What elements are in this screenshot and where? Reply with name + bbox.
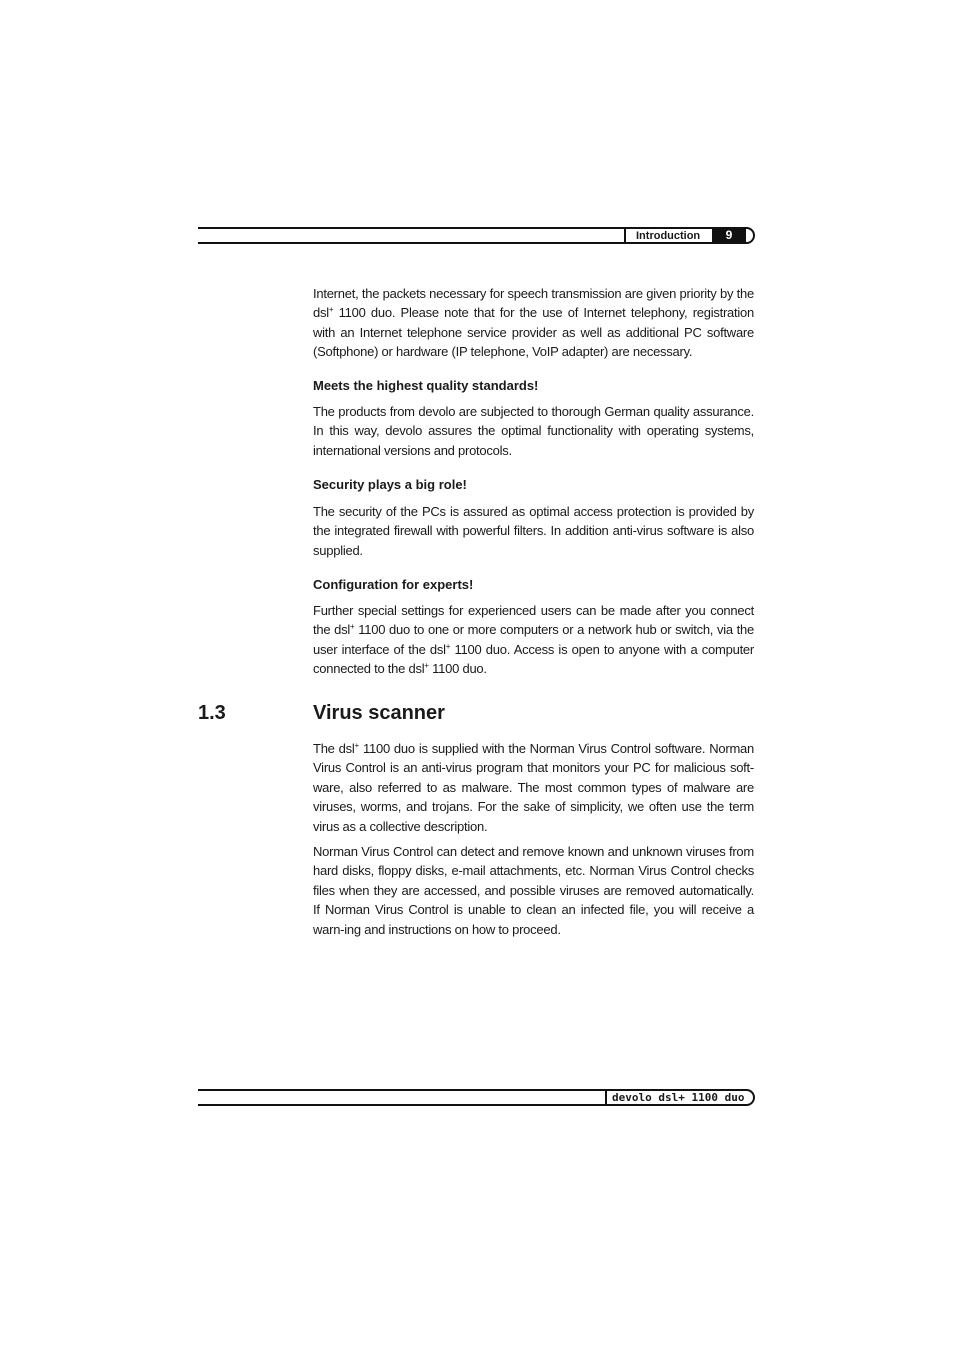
virus-sup: + [354,741,359,750]
section-number: 1.3 [198,702,226,724]
footer-end-cap [744,1089,755,1106]
security-block [313,476,754,494]
quality-body [313,402,754,460]
config-text-1: Further special settings for experienced users can be made after you connect the [313,603,754,638]
footer-separator [605,1089,607,1106]
config-sup-1: + [350,622,355,632]
config-body [313,601,754,679]
config-heading: Configuration for experts! [313,577,474,592]
config-block [313,576,754,594]
section-title: Virus scanner [313,702,445,724]
virus-text-a: The dsl [313,741,355,756]
config-text-4: 1100 duo. Access is open to anyone with a computer connected to the dsl [313,641,754,677]
security-body [313,502,754,560]
page-number: 9 [725,228,733,242]
config-paragraph [313,601,754,679]
header-section-title: Introduction [636,230,701,242]
config-text-5: 1100 duo. [428,661,487,677]
intro-text-b: dsl [313,305,329,321]
virus-paragraph-2: Norman Virus Control can detect and remove known and unknown viruses from hard disks, floppy disks, e-mail attachments, etc. Norman Virus Control checks files when they are accessed, and possible viruses are removed automatically. If Norman Virus Control is unable to clean an infected file, you will receive a warn-ing and instructions on how to proceed. [313,844,754,937]
config-text-3: 1100 duo to one or more computers or a network hub or switch, via the user interface of the dsl [313,622,754,657]
config-sup-2: + [445,641,451,651]
intro-text-c: 1100 duo. Please note that for the use of Internet telephony, registration with an Internet telephone service provider as well as additional PC software (Softphone) or hardware (IP telephone, VoIP adapter) are necessary. [313,305,754,360]
quality-block [313,377,754,395]
header-separator [624,227,626,244]
virus-body-1 [313,739,754,836]
footer-product-name: devolo dsl+ 1100 duo [612,1091,745,1104]
intro-paragraph [313,284,754,362]
config-sup-3: + [424,661,429,671]
security-heading: Security plays a big role! [313,477,467,492]
virus-body-2 [313,842,754,939]
quality-paragraph: The products from devolo are subjected to thorough German quality assurance. In this way, devolo assures the optimal functionality with operating systems, international versions and protocols. [313,404,754,458]
virus-text-b: 1100 duo is supplied with the Norman Virus Control software. Norman Virus Control is an anti-virus program that monitors your PC for malicious soft-ware, also referred to as malware. The most common types of malware are viruses, worms, and trojans. For the sake of simplicity, we often use the term virus as a collective description. [313,741,754,834]
security-paragraph: The security of the PCs is assured as optimal access protection is provided by the integrated firewall with powerful filters. In addition anti-virus software is also supplied. [313,504,754,558]
quality-heading: Meets the highest quality standards! [313,378,539,393]
config-text-2: dsl [334,622,351,638]
virus-paragraph-1 [313,739,754,836]
intro-sup: + [328,305,334,315]
intro-text-a: Internet, the packets necessary for speech transmission are given priority by the [313,286,754,301]
intro-block [313,284,754,362]
